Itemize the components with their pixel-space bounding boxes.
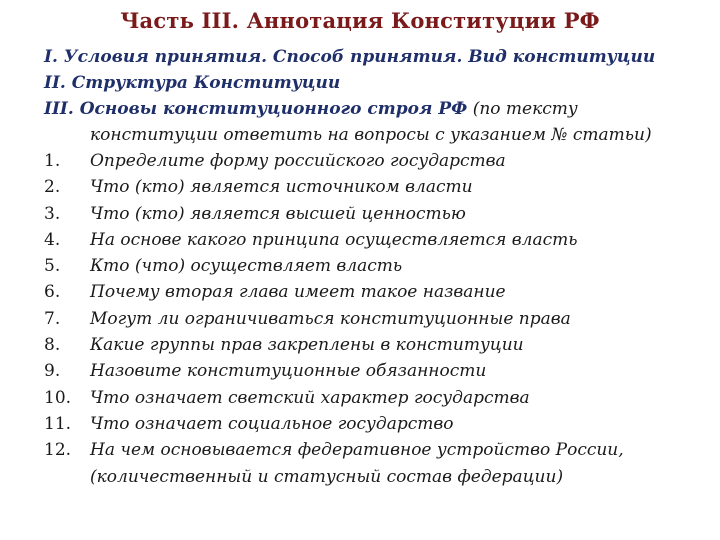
annotation-content [44,44,714,490]
question-6 [44,279,714,305]
question-text: Определите форму российского государства [90,151,506,171]
question-text: Что (кто) является источником власти [90,177,473,198]
question-4 [44,227,714,253]
question-number: 11. [44,413,72,434]
question-2 [44,174,714,200]
question-10 [44,385,714,411]
question-text [90,437,624,490]
question-1 [44,148,714,174]
question-text-line-2: (количественный и статусный состав федерации) [90,466,564,487]
question-5 [44,253,714,279]
question-12 [44,437,714,490]
question-number: 6. [44,282,61,303]
question-7 [44,306,714,332]
question-number: 10. [44,387,72,408]
question-number: 3. [44,203,61,224]
question-text: Что означает светский характер государства [90,387,530,408]
section-3 [44,96,714,122]
question-3 [44,201,714,227]
question-8 [44,332,714,358]
question-text: Что (кто) является высшей ценностью [90,203,466,224]
section-3-continuation: конституции ответить на вопросы с указанием № статьи) [90,125,652,145]
section-1: I. Условия принятия. Способ принятия. Вид конституции [44,47,656,67]
question-number: 1. [44,151,61,171]
question-number: 5. [44,256,61,277]
question-number: 2. [44,177,61,198]
section-2: II. Структура Конституции [44,73,341,93]
question-number: 12. [44,440,72,461]
question-9 [44,358,714,384]
page-title: Часть III. Аннотация Конституции РФ [120,8,600,33]
section-3-heading: III. Основы конституционного строя РФ [44,99,468,119]
question-text: Почему вторая глава имеет такое название [90,282,506,303]
question-number: 4. [44,229,61,250]
question-text-line-1: На чем основывается федеративное устройство России, [90,440,624,461]
question-text: Что означает социальное государство [90,413,454,434]
section-3-note: (по тексту [467,99,578,119]
question-text: Могут ли ограничиваться конституционные права [90,308,571,329]
question-11 [44,411,714,437]
question-text: Кто (что) осуществляет власть [90,256,403,277]
question-number: 8. [44,335,61,356]
question-number: 7. [44,308,61,329]
question-text: На основе какого принципа осуществляется власть [90,229,578,250]
question-text: Назовите конституционные обязанности [90,361,487,382]
question-number: 9. [44,361,61,382]
question-text: Какие группы прав закреплены в конституции [90,335,524,356]
